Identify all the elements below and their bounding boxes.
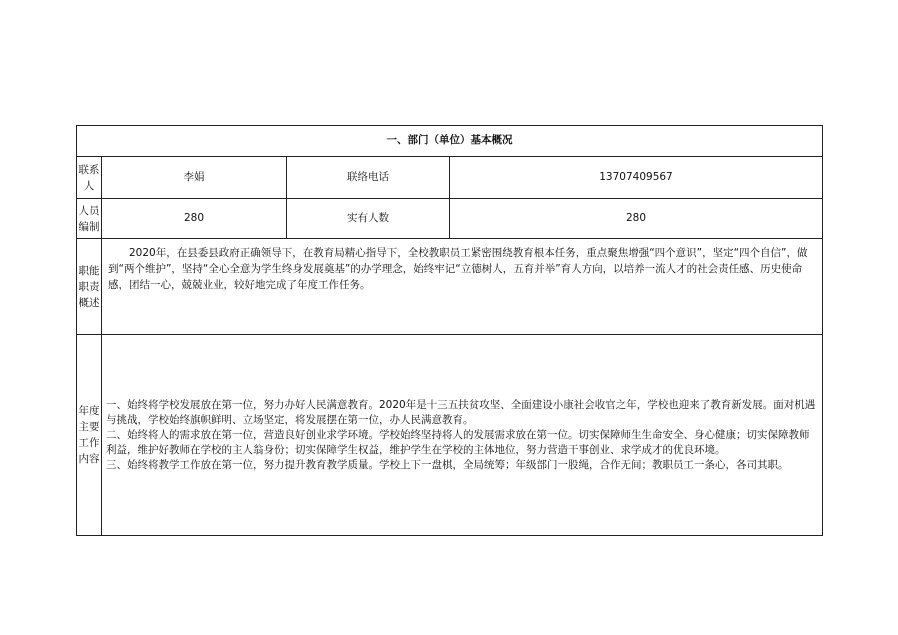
phone-label-cell [287,157,450,198]
actual-label: 实有人数 [347,211,389,224]
phone-label: 联络电话 [347,170,389,183]
annual-item-1: 一、始终将学校发展放在第一位，努力办好人民满意教育。2020年是十三五扶贫攻坚、全面建设小康社会收官之年，学校也迎来了教育新发展。面对机遇与挑战，学校始终旗帜鲜明、立场坚定，将发展摆在第一位，办人民满意教育。 [106,398,816,426]
staff-value-cell [102,199,287,238]
contact-label-text: 联系人 [78,163,100,192]
basic-info-table [76,125,823,536]
function-text: 2020年，在县委县政府正确领导下，在教育局精心指导下，全校教职员工紧密围绕教育根本任务，重点聚焦增强“四个意识”，坚定“四个自信”，做到“两个维护”，坚持“全心全意为学生终身发展奠基”的办学理念，始终牢记“立德树人，五育并举”育人方向，以培养一流人才的社会责任感、历史使命感，团结一心，兢兢业业，较好地完成了年度工作任务。 [108,247,808,291]
contact-label [77,157,102,198]
contact-name: 李娟 [183,170,205,183]
function-label [77,239,102,334]
actual-label-cell [287,199,450,238]
staff-value: 280 [183,211,205,224]
contact-row [77,157,822,199]
annual-item-2: 二、始终将人的需求放在第一位，营造良好创业求学环境。学校始终坚持将人的发展需求放在第一位。切实保障师生生命安全、身心健康；切实保障教师利益，维护好教师在学校的主人翁身份；切实保障学生权益，维护学生在学校的主体地位，努力营造干事创业、求学成才的优良环境。 [106,428,810,456]
table-title: 一、部门（单位）基本概况 [386,134,513,147]
actual-value: 280 [625,211,647,224]
annual-label [77,335,102,535]
function-label-text: 职能职责概述 [78,264,100,309]
annual-content [102,335,822,535]
contact-name-cell [102,157,287,198]
function-row [77,239,822,335]
phone-value-cell [450,157,822,198]
staff-label [77,199,102,238]
phone-value: 13707409567 [599,170,673,183]
staff-label-text: 人员编制 [78,204,100,233]
actual-value-cell [450,199,822,238]
title-row [77,126,822,157]
staff-row [77,199,822,239]
annual-row [77,335,822,535]
annual-label-text: 年度主要工作内容 [78,405,100,465]
annual-item-3: 三、始终将教学工作放在第一位，努力提升教育教学质量。学校上下一盘棋，全局统筹；年级部门一股绳，合作无间；教职员工一条心，各司其职。 [106,458,789,471]
